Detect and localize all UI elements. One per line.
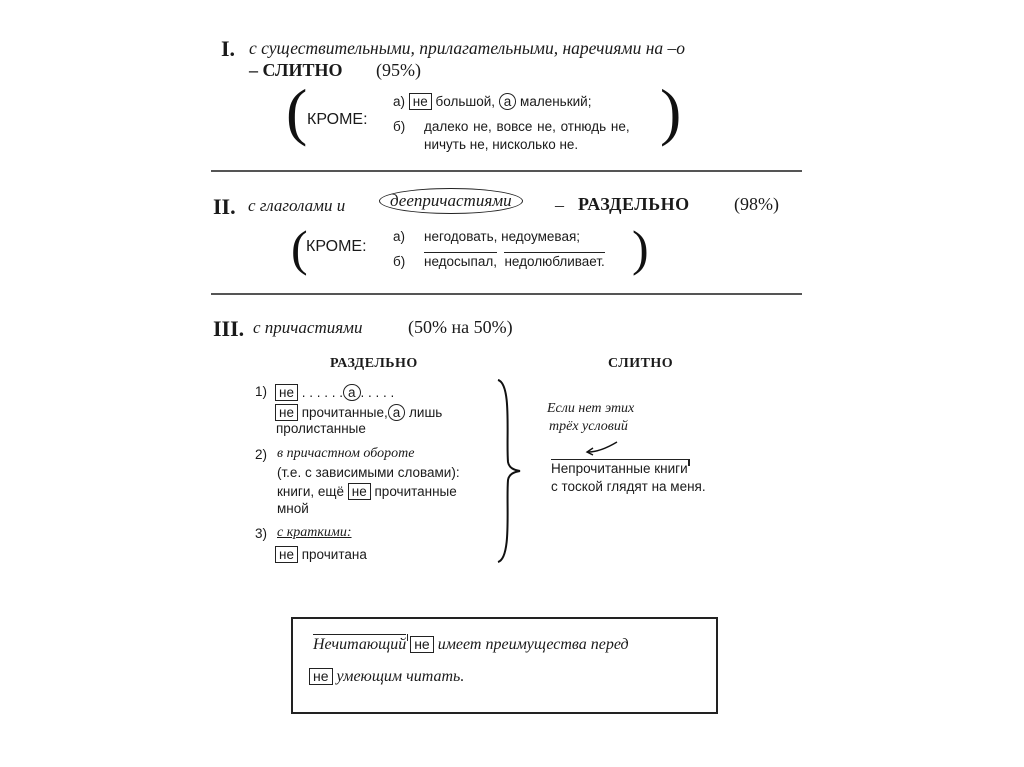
right-note-line2: трёх условий bbox=[549, 419, 628, 434]
example-line2-rest: умеющим читать. bbox=[336, 668, 465, 685]
item1-dots1: . . . . . . bbox=[301, 385, 343, 400]
item3-num: 3) bbox=[255, 526, 268, 541]
section3-numeral: III. bbox=[213, 316, 245, 341]
section2-numeral: II. bbox=[213, 194, 236, 219]
left-column-title: РАЗДЕЛЬНО bbox=[330, 356, 418, 371]
section2-except-label: КРОМЕ: bbox=[306, 238, 367, 255]
ne-box: не bbox=[309, 668, 333, 685]
item2-title: в причастном обороте bbox=[277, 446, 415, 461]
item3-title: с краткими: bbox=[277, 525, 352, 540]
section1-a-label: а) bbox=[393, 94, 406, 109]
section2-b-label: б) bbox=[393, 254, 406, 269]
right-note-line1: Если нет этих bbox=[547, 401, 635, 416]
section1-heading: с существительными, прилагательными, наречиями на –о bbox=[249, 38, 685, 58]
item2-line3-pre: книги, ещё bbox=[277, 484, 344, 499]
item1-ex-line2: пролистанные bbox=[276, 421, 366, 436]
a-circle: а bbox=[343, 384, 361, 401]
example-word: Нечитающий bbox=[313, 636, 407, 653]
right-example-word: Непрочитанные книги bbox=[551, 461, 688, 476]
section1-percent: (95%) bbox=[376, 60, 421, 80]
section1-a-word2: маленький; bbox=[520, 94, 592, 109]
item3-example bbox=[275, 546, 367, 563]
divider-1 bbox=[211, 170, 802, 172]
section2-a-text: негодовать, недоумевая; bbox=[424, 229, 581, 244]
item1-pattern bbox=[275, 384, 394, 401]
item3-word: прочитана bbox=[301, 547, 367, 562]
section2-rule: РАЗДЕЛЬНО bbox=[578, 194, 690, 214]
section1-a-word1: большой, bbox=[435, 94, 495, 109]
section1-right-paren: ) bbox=[660, 76, 682, 147]
section1-except-label: КРОМЕ: bbox=[307, 111, 368, 128]
section2-heading-pre: с глаголами и bbox=[248, 196, 346, 215]
example-line2 bbox=[309, 668, 464, 686]
section2-a-label: а) bbox=[393, 229, 406, 244]
ne-box: не bbox=[275, 384, 298, 401]
example-line1-rest: имеет преимущества перед bbox=[437, 636, 629, 653]
section1-b-label: б) bbox=[393, 119, 406, 134]
item2-num: 2) bbox=[255, 447, 268, 462]
item2-line4: мной bbox=[277, 501, 309, 516]
item1-ex-word: прочитанные, bbox=[301, 405, 388, 420]
right-example-line1 bbox=[551, 461, 688, 476]
section2-b-words bbox=[424, 254, 605, 269]
section1-b-line2: ничуть не, нисколько не. bbox=[424, 137, 579, 152]
section1-rule: – СЛИТНО bbox=[249, 60, 343, 80]
section2-heading-oval: деепричастиями bbox=[379, 188, 523, 214]
right-example-line2: с тоской глядят на меня. bbox=[551, 479, 706, 494]
item1-num: 1) bbox=[255, 384, 268, 399]
ne-box: не bbox=[348, 483, 371, 500]
ne-box: не bbox=[409, 93, 432, 110]
ne-box: не bbox=[410, 636, 434, 653]
item1-ex-rest: лишь bbox=[409, 405, 443, 420]
section2-percent: (98%) bbox=[734, 194, 779, 214]
a-circle: а bbox=[388, 404, 406, 421]
right-column-title: СЛИТНО bbox=[608, 356, 674, 371]
section3-percent: (50% на 50%) bbox=[408, 317, 513, 337]
section2-right-paren: ) bbox=[632, 220, 649, 276]
example-line1 bbox=[313, 636, 629, 654]
section1-left-paren: ( bbox=[286, 76, 308, 147]
a-circle: а bbox=[499, 93, 517, 110]
arrow-left-icon bbox=[585, 440, 619, 456]
item2-line2: (т.е. с зависимыми словами): bbox=[277, 465, 460, 480]
section2-b-word2: недолюбливает. bbox=[504, 254, 605, 269]
divider-2 bbox=[211, 293, 802, 295]
item1-dots2: . . . . . bbox=[360, 385, 395, 400]
section2-dash: – bbox=[555, 195, 564, 215]
section2-left-paren: ( bbox=[291, 220, 308, 276]
section2-b-word1: недосыпал, bbox=[424, 254, 497, 269]
ne-box: не bbox=[275, 546, 298, 563]
section1-b-line1: далеко не, вовсе не, отнюдь не, bbox=[424, 119, 630, 134]
section1-item-a bbox=[393, 93, 591, 110]
section3-heading: с причастиями bbox=[253, 318, 363, 337]
item1-example bbox=[275, 404, 442, 421]
item2-line3-post: прочитанные bbox=[374, 484, 457, 499]
example-box bbox=[291, 617, 718, 714]
item2-line3 bbox=[277, 483, 457, 500]
ne-box: не bbox=[275, 404, 298, 421]
curly-brace-icon bbox=[492, 378, 526, 564]
section1-numeral: I. bbox=[221, 36, 236, 61]
